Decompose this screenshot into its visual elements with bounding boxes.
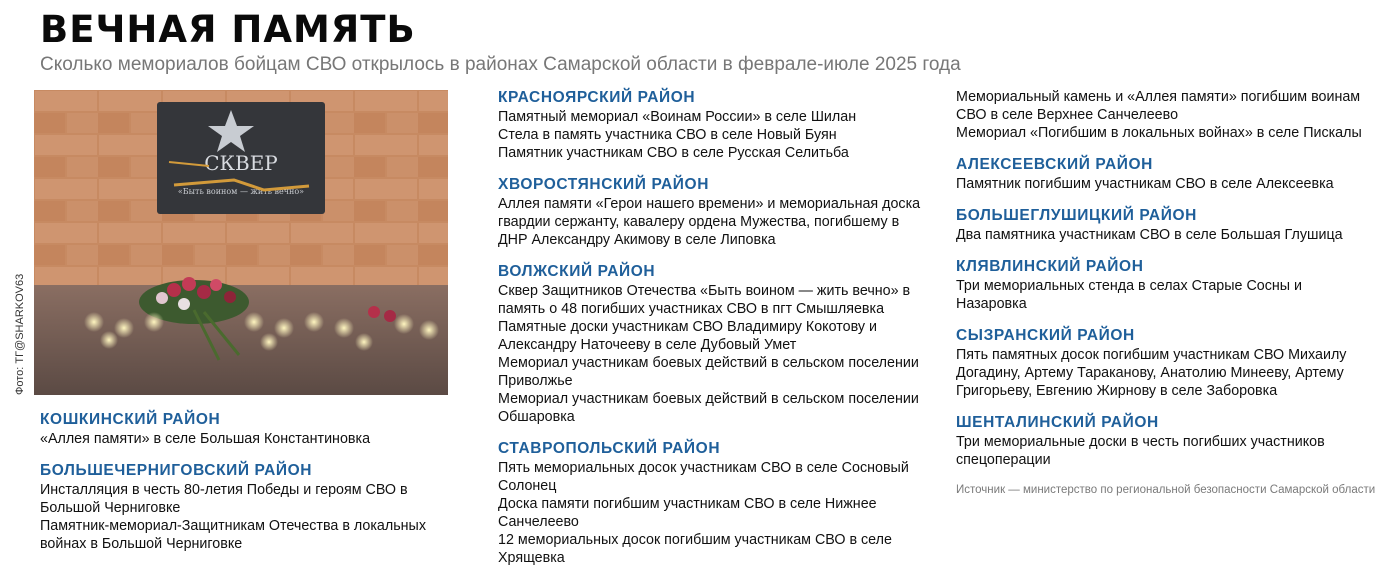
district-block [40,461,450,553]
plaque-title: СКВЕР [204,151,278,175]
district-heading: БОЛЬШЕГЛУШИЦКИЙ РАЙОН [956,207,1197,224]
plaque [157,102,325,214]
plaque-motto: «Быть воином — жить вечно» [177,187,305,196]
district-block [956,206,1376,244]
memorial-item: Три мемориальных стенда в селах Старые Сосны и Назаровка [956,278,1302,312]
district-block [956,326,1376,400]
district-block [498,88,928,162]
memorial-item: Пять памятных досок погибшим участникам СВО Михаилу Догадину, Артему Тараканову, Анатолию Минееву, Артему Григорьеву, Евгению Жирнову в селе Заборовка [956,347,1347,399]
memorial-item: Аллея памяти «Герои нашего времени» и мемориальная доска гвардии сержанту, кавалеру ордена Мужества, погибшему в ДНР Александру Акимову в селе Липовка [498,196,921,248]
district-block [956,413,1376,469]
district-heading: КРАСНОЯРСКИЙ РАЙОН [498,89,696,106]
district-block [498,262,928,426]
memorial-item: «Аллея памяти» в селе Большая Константиновка [40,431,371,447]
memorial-item: Сквер Защитников Отечества «Быть воином — жить вечно» в память о 48 погибших участниках СВО в пгт Смышляевка [498,283,911,317]
memorial-photo [34,90,448,395]
page-title: ВЕЧНАЯ ПАМЯТЬ [40,8,416,51]
memorial-item: Мемориал «Погибшим в локальных войнах» в селе Пискалы [956,125,1362,141]
memorial-item: Памятные доски участникам СВО Владимиру Кокотову и Александру Наточееву в селе Дубовый Умет [498,319,877,353]
district-heading: СТАВРОПОЛЬСКИЙ РАЙОН [498,440,721,457]
district-heading: СЫЗРАНСКИЙ РАЙОН [956,327,1135,344]
district-heading: БОЛЬШЕЧЕРНИГОВСКИЙ РАЙОН [40,462,313,479]
memorial-item: Стела в память участника СВО в селе Новый Буян [498,127,837,143]
district-heading: ХВОРОСТЯНСКИЙ РАЙОН [498,176,710,193]
memorial-item: Мемориал участникам боевых действий в сельском поселении Приволжье [498,355,919,389]
district-heading: КОШКИНСКИЙ РАЙОН [40,411,221,428]
memorial-photo-illustration [34,90,448,395]
memorial-item: Три мемориальные доски в честь погибших участников спецоперации [956,434,1325,468]
memorial-item: 12 мемориальных досок погибшим участникам СВО в селе Хрящевка [498,532,892,566]
memorial-item: Пять мемориальных досок участникам СВО в селе Сосновый Солонец [498,460,909,494]
district-block [956,257,1376,313]
memorial-item: Инсталляция в честь 80-летия Победы и героям СВО в Большой Черниговке [40,482,408,516]
column-right [956,88,1376,498]
district-block [956,88,1376,142]
memorial-item: Памятник погибшим участникам СВО в селе Алексеевка [956,176,1334,192]
memorial-item: Доска памяти погибшим участникам СВО в селе Нижнее Санчелеево [498,496,877,530]
column-left [40,410,450,566]
photo-credit: Фото: ТГ@SHARKOV63 [14,273,26,395]
memorial-item: Памятник-мемориал-Защитникам Отечества в локальных войнах в Большой Черниговке [40,518,426,552]
memorial-item: Памятный мемориал «Воинам России» в селе Шилан [498,109,857,125]
source-note: Источник — министерство по региональной безопасности Самарской области [956,484,1376,496]
district-heading: АЛЕКСЕЕВСКИЙ РАЙОН [956,156,1153,173]
district-block [956,155,1376,193]
district-heading: ВОЛЖСКИЙ РАЙОН [498,263,656,280]
district-heading: КЛЯВЛИНСКИЙ РАЙОН [956,258,1144,275]
district-block [40,410,450,448]
column-middle [498,88,928,580]
district-heading: ШЕНТАЛИНСКИЙ РАЙОН [956,414,1159,431]
page-subtitle: Сколько мемориалов бойцам СВО открылось в районах Самарской области в феврале-июле 2025 года [40,54,961,75]
memorial-item: Два памятника участникам СВО в селе Большая Глушица [956,227,1343,243]
memorial-item: Мемориальный камень и «Аллея памяти» погибшим воинам СВО в селе Верхнее Санчелеево [956,89,1361,123]
district-block [498,175,928,249]
memorial-item: Мемориал участникам боевых действий в сельском поселении Обшаровка [498,391,919,425]
district-block [498,439,928,567]
memorial-item: Памятник участникам СВО в селе Русская Селитьба [498,145,849,161]
